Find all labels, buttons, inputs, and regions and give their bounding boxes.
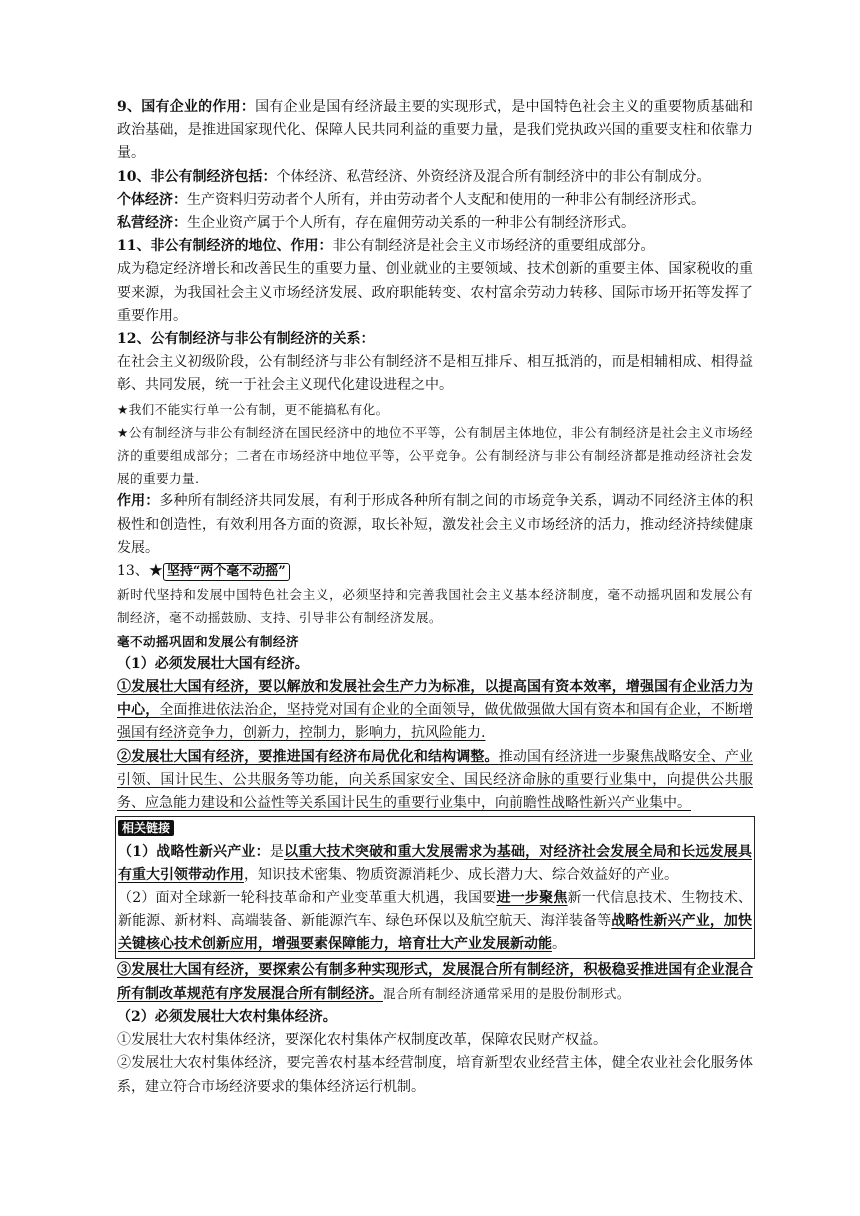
related-r2-bold-1: 进一步聚焦 — [496, 889, 568, 906]
related-r2-mid: 新一代信息技术、生物技术、新能源、新材料、高端装备、新能源汽车、绿色环保以及航空航天、海洋装备等 — [118, 889, 753, 930]
individual-economy-text: 生产资料归劳动者个人所有，并由劳动者个人支配和使用的一种非公有制经济形式。 — [187, 191, 705, 208]
item-12-effect-text: 多种所有制经济共同发展，有利于形成各种所有制之间的市场竞争关系，调动不同经济主体的积极性和创造性，有效利用各方面的资源，取长补短，激发社会主义市场经济的活力，推动经济持续健康发展。 — [117, 493, 754, 556]
item-13-s2-a: ①发展壮大农村集体经济，要深化农村集体产权制度改革，保障农民财产权益。 — [117, 1032, 607, 1049]
item-13-p2-rest: 推动国有经济进一步聚焦战略安全、产业引领、国计民生、公共服务等功能，向关系国家安全、国民经济命脉的重要行业集中，向提供公共服务、应急能力建设和公益性等关系国计民生的重要行业集中，向前瞻性战略性新兴产业集中。 — [117, 748, 754, 812]
item-10-title: 10、非公有制经济包括： — [117, 168, 277, 185]
item-13-p3-bold: ③发展壮大国有经济，要探索公有制多种实现形式，发展混合所有制经济，积极稳妥推进国有企业混合所有制改革规范有序发展混合所有制经济。 — [117, 961, 753, 1002]
related-links-tag: 相关链接 — [118, 820, 174, 836]
related-r1-rest: ，知识技术密集、物质资源消耗少、成长潜力大、综合效益好的产业。 — [244, 866, 678, 883]
item-13-p3-rest: 混合所有制经济通常采用的是股份制形式。 — [383, 985, 630, 1001]
item-11-text: 非公有制经济是社会主义市场经济的重要组成部分。 — [332, 238, 655, 255]
related-r2-pre: （2）面对全球新一轮科技革命和产业变革重大机遇，我国要 — [118, 889, 497, 906]
item-12-star-2: ★公有制经济与非公有制经济在国民经济中的地位不平等，公有制居主体地位，非公有制经济是社会主义市场经济的重要组成部分；二者在市场经济中地位平等，公平竞争。公有制经济与非公有制经济都是推动经济社会发展的重要力量. — [117, 424, 753, 487]
item-10 — [117, 166, 753, 189]
item-11-title: 11、非公有制经济的地位、作用： — [117, 238, 333, 255]
item-9-title: 9、国有企业的作用： — [117, 99, 256, 115]
document-page — [117, 96, 753, 1099]
item-12-text: 在社会主义初级阶段，公有制经济与非公有制经济不是相互排斥、相互抵消的，而是相辅相成、相得益彰、共同发展，统一于社会主义现代化建设进程之中。 — [117, 354, 753, 394]
item-13-s2-b: ②发展壮大农村集体经济，要完善农村基本经营制度，培育新型农业经营主体，健全农业社会化服务体系，建立符合市场经济要求的集体经济运行机制。 — [117, 1055, 753, 1095]
related-r1-pre: 是 — [269, 843, 284, 860]
item-13-prefix: 13、★ — [117, 563, 163, 580]
item-9 — [117, 96, 753, 166]
related-r1-label: （1）战略性新兴产业： — [118, 843, 270, 860]
item-10-text: 个体经济、私营经济、外资经济及混合所有制经济中的非公有制成分。 — [276, 168, 711, 185]
item-13-p1-bold: ①发展壮大国有经济，要以解放和发展社会生产力为标准，以提高国有资本效率，增强国有企业活力为中心， — [117, 679, 753, 719]
related-r2-bold-2: 战略性新兴产业，加快关键核心技术创新应用，增强要素保障能力，培育壮大产业发展新动能 — [118, 913, 753, 953]
related-r1 — [118, 841, 752, 887]
item-12-effect-label: 作用： — [117, 493, 160, 510]
individual-economy-title: 个体经济： — [117, 191, 187, 208]
related-r2 — [118, 887, 752, 957]
item-13-p2-bold: ②发展壮大国有经济，要推进国有经济布局优化和结构调整。 — [117, 748, 499, 765]
related-links-box — [115, 816, 755, 958]
item-13-s1: （1）必须发展壮大国有经济。 — [117, 655, 309, 672]
item-13-s2: （2）必须发展壮大农村集体经济。 — [117, 1008, 337, 1025]
item-12-star-1: ★我们不能实行单一公有制，更不能搞私有化。 — [117, 401, 389, 417]
item-13-text: 新时代坚持和发展中国特色社会主义，必须坚持和完善我国社会主义基本经济制度，毫不动摇巩固和发展公有制经济，毫不动摇鼓励、支持、引导非公有制经济发展。 — [117, 587, 753, 626]
related-links-header — [118, 817, 752, 840]
item-13-heading — [117, 560, 753, 583]
item-9-text: 国有企业是国有经济最主要的实现形式，是中国特色社会主义的重要物质基础和政治基础，是推进国家现代化、保障人民共同利益的重要力量，是我们党执政兴国的重要支柱和依靠力量。 — [117, 99, 753, 162]
item-12-effect — [117, 490, 753, 560]
item-13-p2 — [117, 746, 753, 816]
item-12-title: 12、公有制经济与非公有制经济的关系： — [117, 331, 375, 348]
item-13-p1 — [117, 676, 753, 746]
item-11 — [117, 235, 753, 258]
item-13-p3 — [117, 959, 753, 1006]
individual-economy — [117, 189, 753, 212]
private-economy-text: 生企业资产属于个人所有，存在雇佣劳动关系的一种非公有制经济形式。 — [187, 215, 635, 232]
related-r2-end: 。 — [552, 936, 566, 953]
related-r1-bold: 以重大技术突破和重大发展需求为基础，对经济社会发展全局和长远发展具有重大引领带动作用 — [118, 843, 752, 883]
private-economy-title: 私营经济： — [117, 215, 187, 232]
private-economy — [117, 212, 753, 235]
item-13-title: 坚持“两个毫不动摇” — [163, 563, 290, 581]
item-11-detail: 成为稳定经济增长和改善民生的重要力量、创业就业的主要领域、技术创新的重要主体、国家税收的重要来源，为我国社会主义市场经济发展、政府职能转变、农村富余劳动力转移、国际市场开拓等发挥了重要作用。 — [117, 261, 753, 324]
item-13-subhead: 毫不动摇巩固和发展公有制经济 — [117, 633, 299, 649]
item-13-p1-rest: 全面推进依法治企，坚持党对国有企业的全面领导，做优做强做大国有资本和国有企业，不断增强国有经济竞争力，创新力，控制力，影响力，抗风险能力. — [117, 702, 754, 742]
